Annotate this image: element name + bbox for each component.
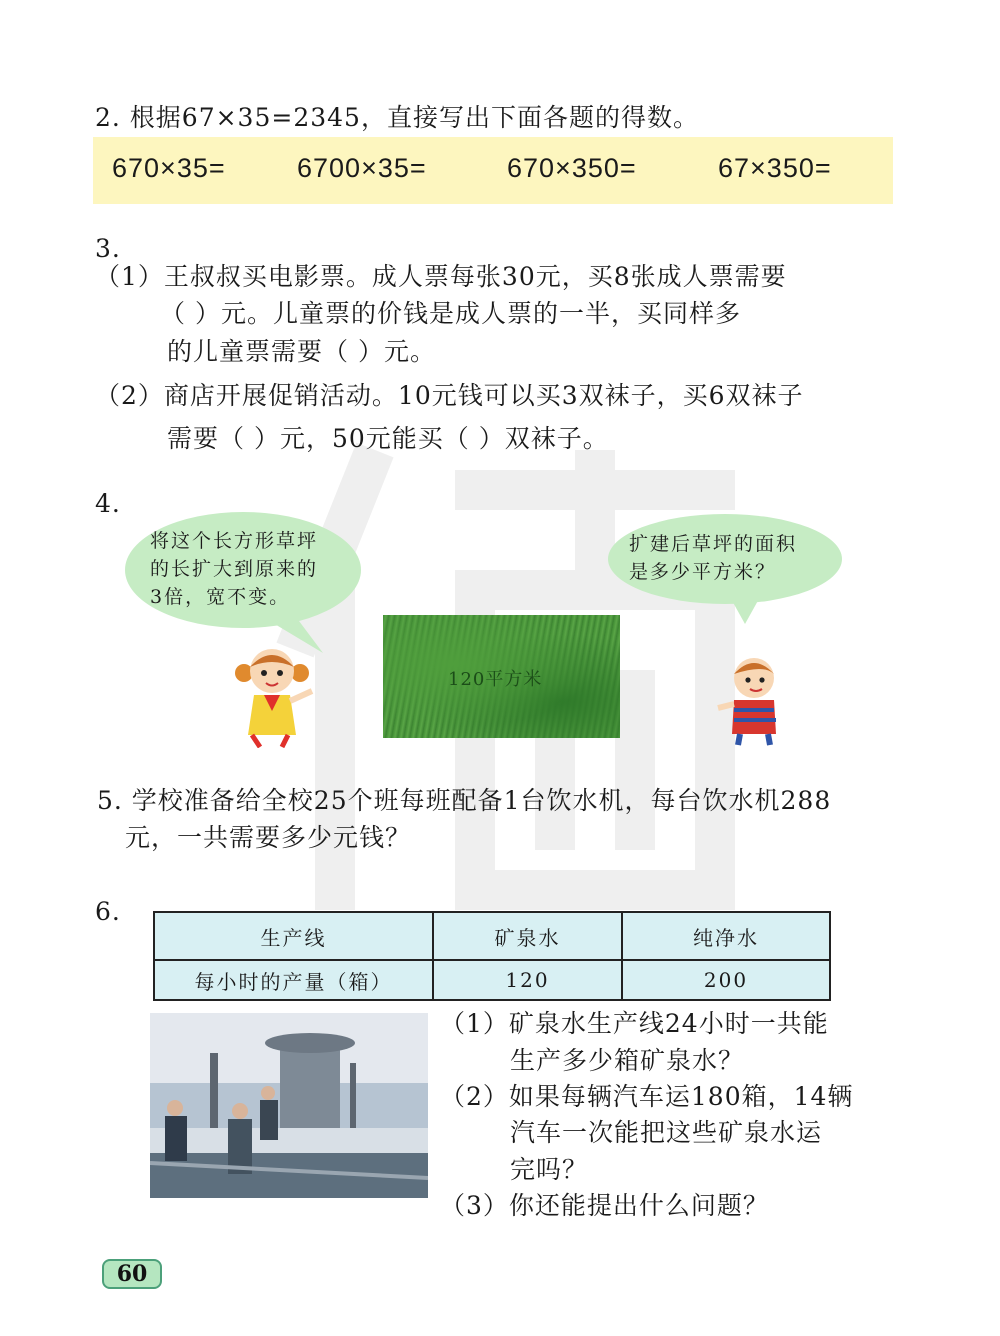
boy-illustration [714, 652, 789, 747]
header-purified-water: 纯净水 [622, 912, 830, 960]
girl-bubble-line1: 将这个长方形草坪 [150, 530, 319, 552]
q6-question1-line1: （1）矿泉水生产线24小时一共能 [440, 1009, 829, 1038]
girl-illustration [232, 643, 322, 748]
table-header-row [154, 912, 830, 960]
q3-part2-line1: （2）商店开展促销活动。10元钱可以买3双袜子，买6双袜子 [95, 381, 804, 410]
header-production-line: 生产线 [154, 912, 433, 960]
q3-part1-line3: 的儿童票需要（ ）元。 [167, 337, 436, 366]
equation-3: 670×350= [507, 153, 637, 183]
q3-part1-line1: （1）王叔叔买电影票。成人票每张30元，买8张成人票需要 [95, 262, 787, 291]
girl-bubble-line2: 的长扩大到原来的 [150, 558, 319, 580]
boy-bubble-line2: 是多少平方米？ [629, 561, 777, 583]
q6-question2-line1: （2）如果每辆汽车运180箱，14辆 [440, 1082, 854, 1111]
q6-question2-line3: 完吗？ [510, 1155, 589, 1184]
equation-2: 6700×35= [297, 153, 427, 183]
q5-line2: 元，一共需要多少元钱？ [125, 823, 412, 852]
value-purified-water: 200 [622, 960, 830, 1000]
page-number: 60 [102, 1259, 162, 1289]
q3-part1-line2: （ ）元。儿童票的价钱是成人票的一半，买同样多 [160, 299, 741, 328]
header-mineral-water: 矿泉水 [433, 912, 622, 960]
row-label-hourly-output: 每小时的产量（箱） [154, 960, 433, 1000]
q6-question1-line2: 生产多少箱矿泉水？ [510, 1046, 745, 1075]
boy-bubble-line1: 扩建后草坪的面积 [629, 533, 798, 555]
q3-number: 3. [95, 234, 121, 263]
q6-question2-line2: 汽车一次能把这些矿泉水运 [510, 1118, 823, 1147]
q4-number: 4. [95, 489, 121, 518]
factory-photo [150, 1013, 428, 1198]
equation-1: 670×35= [112, 153, 226, 183]
q6-question3: （3）你还能提出什么问题？ [440, 1191, 769, 1220]
q3-part2-line2: 需要（ ）元，50元能买（ ）双袜子。 [167, 424, 609, 453]
q2-title: 2. 根据67×35=2345，直接写出下面各题的得数。 [95, 103, 699, 132]
production-table [153, 911, 831, 1001]
lawn-area-label: 120平方米 [448, 669, 543, 690]
table-row [154, 960, 830, 1000]
girl-bubble-line3: 3倍，宽不变。 [150, 586, 291, 608]
q6-number: 6. [95, 897, 121, 926]
value-mineral-water: 120 [433, 960, 622, 1000]
q5-line1: 5. 学校准备给全校25个班每班配备1台饮水机，每台饮水机288 [97, 786, 832, 815]
equation-4: 67×350= [718, 153, 832, 183]
